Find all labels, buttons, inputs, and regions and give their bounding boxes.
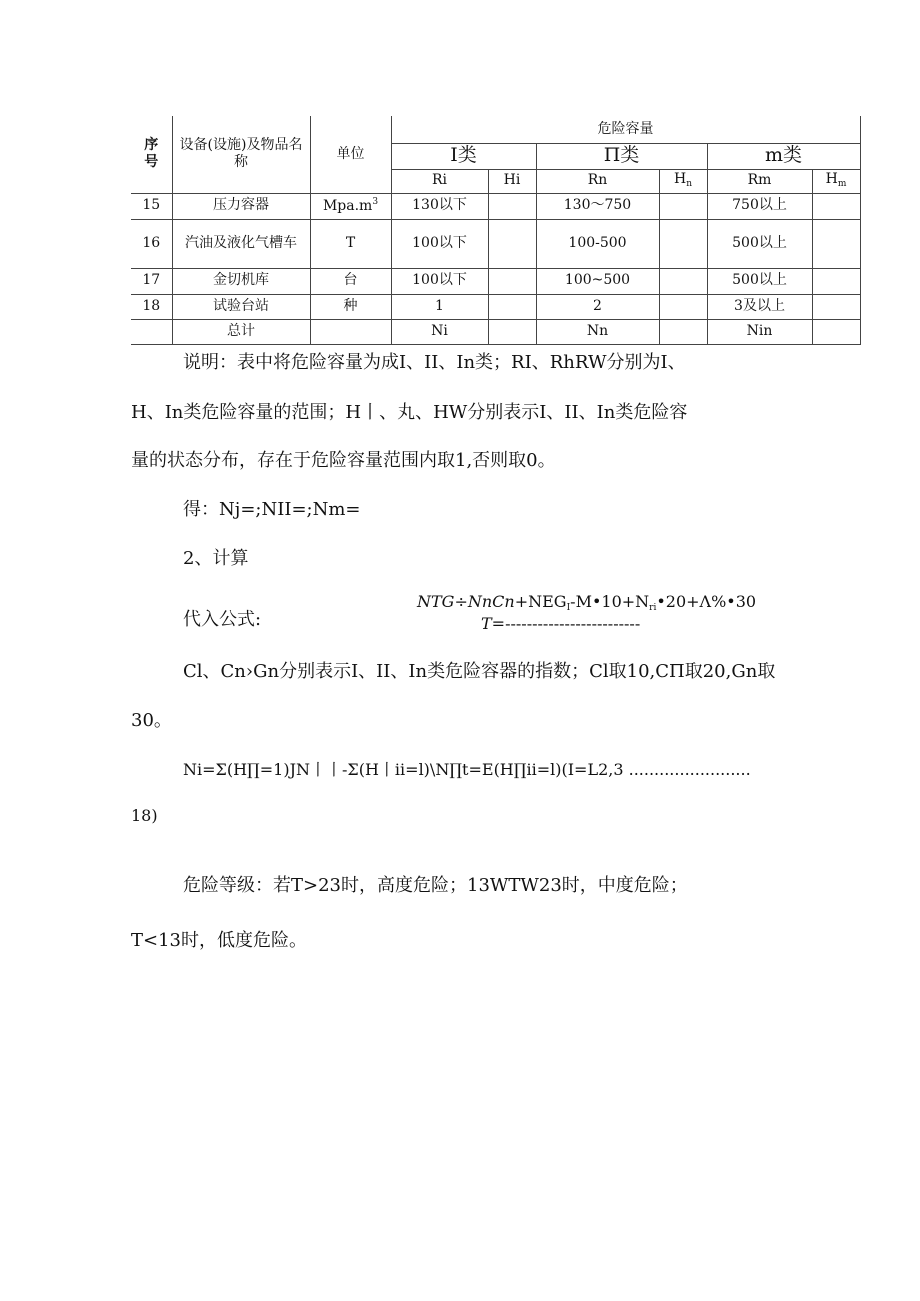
subheader-hn: $H_n$ (659, 169, 707, 193)
header-class-1: I类 (391, 143, 536, 169)
row-no: 17 (131, 268, 172, 294)
total-h-3 (812, 319, 860, 344)
row-name: 压力容器 (172, 193, 310, 219)
row-h-2 (659, 219, 707, 268)
row-h-3 (812, 294, 860, 319)
row-name: 试验台站 (172, 294, 310, 319)
row-h-2 (659, 268, 707, 294)
subheader-rm: Rm (707, 169, 812, 193)
table-row (131, 268, 860, 294)
total-unit (310, 319, 391, 344)
row-range-1: 100以下 (391, 268, 488, 294)
total-h-2 (659, 319, 707, 344)
total-nn: Nn (536, 319, 659, 344)
row-name: 金切机库 (172, 268, 310, 294)
row-h-1 (488, 193, 536, 219)
row-name: 汽油及液化气槽车 (172, 219, 310, 268)
row-no: 16 (131, 219, 172, 268)
level-line-2: T<13时，低度危险。 (131, 930, 307, 951)
row-h-2 (659, 294, 707, 319)
row-range-3: 750以上 (707, 193, 812, 219)
hazard-capacity-table (131, 116, 861, 345)
row-range-3: 3及以上 (707, 294, 812, 319)
section-heading-calc: 2、计算 (183, 548, 249, 569)
row-h-2 (659, 193, 707, 219)
row-no: 18 (131, 294, 172, 319)
hazard-capacity-table-wrapper (131, 116, 860, 345)
header-capacity: 危险容量 (391, 116, 860, 143)
row-h-1 (488, 219, 536, 268)
subheader-hi: Hi (488, 169, 536, 193)
row-range-2: 100~500 (536, 268, 659, 294)
row-unit: 台 (310, 268, 391, 294)
sum-formula-line-1: Ni=Σ(H∏=1)JN丨丨-Σ(H丨ii=l)\N∏t=E(H∏ii=l)(I=L2,3 ........................ (183, 760, 751, 779)
level-line-1: 危险等级：若T>23时，高度危险；13WTW23时，中度危险； (183, 875, 688, 896)
header-class-3: m类 (707, 143, 860, 169)
row-h-3 (812, 219, 860, 268)
header-unit: 单位 (310, 116, 391, 193)
row-unit: $Mpa.m^3$ (310, 193, 391, 219)
index-line-2: 30。 (131, 710, 172, 731)
table-row (131, 294, 860, 319)
total-nin: Nin (707, 319, 812, 344)
total-h-1 (488, 319, 536, 344)
header-class-2: П类 (536, 143, 707, 169)
subheader-rn: Rn (536, 169, 659, 193)
note-line-2: H、In类危险容量的范围；H丨、丸、HW分别表示I、II、In类危险容 (131, 402, 688, 423)
row-no: 15 (131, 193, 172, 219)
row-range-2: 130～750 (536, 193, 659, 219)
table-row (131, 219, 860, 268)
subheader-ri: Ri (391, 169, 488, 193)
index-line-1: Cl、Cn›Gn分别表示I、II、In类危险容器的指数；Cl取10,CП取20,Gn取 (183, 661, 776, 682)
row-range-3: 500以上 (707, 219, 812, 268)
row-range-2: 100-500 (536, 219, 659, 268)
row-range-1: 100以下 (391, 219, 488, 268)
formula-numerator: $NTG\div NnCn+NEG_I-M•10+N_{ri}•20+\Lambda\%•30$ (417, 592, 757, 613)
total-no (131, 319, 172, 344)
sum-formula-line-2: 18) (131, 806, 158, 825)
total-ni: Ni (391, 319, 488, 344)
table-total-row (131, 319, 860, 344)
total-label: 总计 (172, 319, 310, 344)
subheader-hm: $H_m$ (812, 169, 860, 193)
note-line-1: 说明：表中将危险容量为成I、II、In类；RI、RhRW分别为I、 (183, 352, 686, 373)
row-h-1 (488, 294, 536, 319)
row-unit: 种 (310, 294, 391, 319)
row-h-1 (488, 268, 536, 294)
row-range-2: 2 (536, 294, 659, 319)
note-line-3: 量的状态分布，存在于危险容量范围内取1,否则取0。 (131, 450, 556, 471)
header-seq: 序 号 (131, 116, 172, 193)
row-unit: T (310, 219, 391, 268)
result-line: 得：Nj=;NII=;Nm= (183, 499, 361, 520)
row-range-3: 500以上 (707, 268, 812, 294)
row-range-1: 1 (391, 294, 488, 319)
row-h-3 (812, 268, 860, 294)
row-h-3 (812, 193, 860, 219)
header-device-name: 设备(设施)及物品名称 (172, 116, 310, 193)
formula-denominator: T=------------------------- (481, 614, 641, 633)
table-row (131, 193, 860, 219)
formula-intro: 代入公式: (183, 609, 262, 630)
row-range-1: 130以下 (391, 193, 488, 219)
